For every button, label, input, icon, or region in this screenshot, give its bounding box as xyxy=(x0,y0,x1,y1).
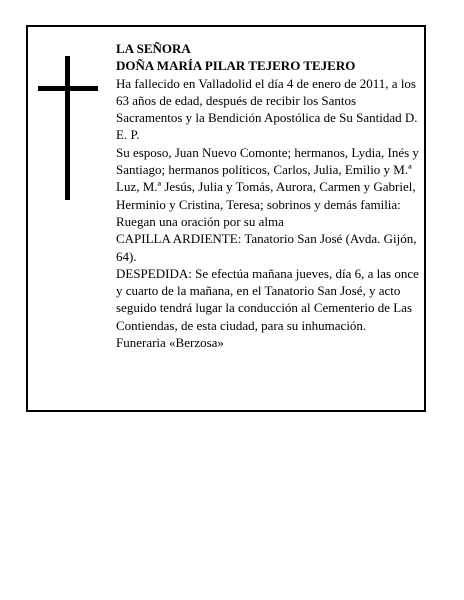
death-announcement: Ha fallecido en Valladolid el día 4 de enero de 2011, a los 63 años de edad, después de recibir los Santos Sacramentos y la Bendición Apostólica de Su Santidad D. E. P. xyxy=(116,75,418,143)
prayer-request: Ruegan una oración por su alma xyxy=(116,213,284,229)
chapel-info: CAPILLA ARDIENTE: Tanatorio San José (Avda. Gijón, 64). xyxy=(116,231,417,264)
family-list: Su esposo, Juan Nuevo Comonte; hermanos, Lydia, Inés y Santiago; hermanos políticos, Carlos, Julia, Emilio y M.ª Luz, M.ª Jesús, Julia y Tomás, Aurora, Carmen y Gabriel, Herminio y Cristina, Teresa; sobrinos y demás familia: xyxy=(116,144,419,212)
deceased-name: DOÑA MARÍA PILAR TEJERO TEJERO xyxy=(116,58,356,74)
cross-vertical-bar xyxy=(65,56,70,200)
obituary-notice xyxy=(26,25,426,412)
funeral-home: Funeraria «Berzosa» xyxy=(116,335,224,351)
notice-text xyxy=(116,40,422,351)
notice-heading: LA SEÑORA xyxy=(116,41,191,56)
cross-horizontal-bar xyxy=(38,86,98,91)
cross-icon xyxy=(38,56,98,200)
farewell-info: DESPEDIDA: Se efectúa mañana jueves, día 6, a las once y cuarto de la mañana, en el Tanatorio San José, y acto seguido tendrá lugar la conducción al Cementerio de Las Contiendas, de esta ciudad, para su inhumación. xyxy=(116,265,419,333)
